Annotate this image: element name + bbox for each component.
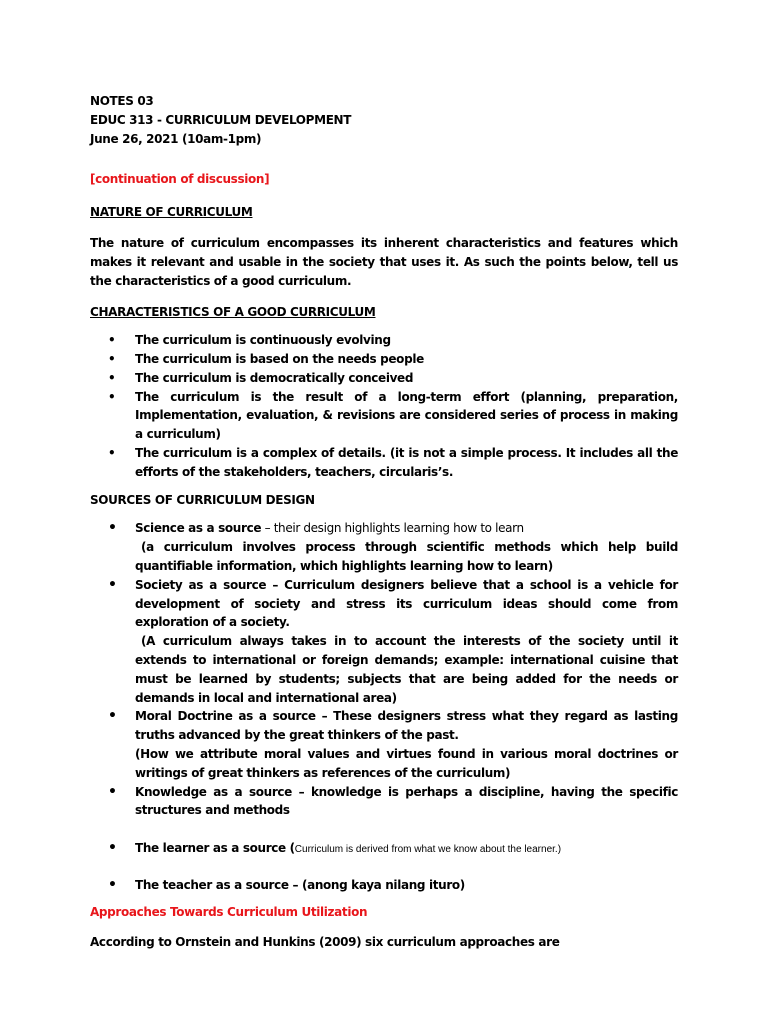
approaches-intro: According to Ornstein and Hunkins (2009) six curriculum approaches are <box>90 935 560 950</box>
lecture-date: June 26, 2021 (10am-1pm) <box>90 131 262 146</box>
nature-heading: NATURE OF CURRICULUM <box>90 205 253 220</box>
list-item <box>90 576 678 708</box>
characteristics-heading: CHARACTERISTICS OF A GOOD CURRICULUM <box>90 305 376 320</box>
list-item: • The curriculum is based on the needs people <box>90 350 678 369</box>
list-item <box>90 783 678 821</box>
source-desc: – These designers stress what they regard as lasting truths advanced by the great thinkers of the past. <box>135 709 678 743</box>
sources-heading: SOURCES OF CURRICULUM DESIGN <box>90 492 315 507</box>
nature-paragraph: The nature of curriculum encompasses its inherent characteristics and features which makes it relevant and usable in the society that uses it. As such the points below, tell us the characteristics of a good curriculum. <box>90 235 678 288</box>
source-note: (a curriculum involves process through scientific methods which help build quantifiable information, which highlights learning how to learn) <box>135 540 678 573</box>
source-title: The teacher as a source – (anong kaya nilang ituro) <box>135 877 465 892</box>
source-title: The learner as a source ( <box>135 841 295 856</box>
source-note: (A curriculum always takes in to account the interests of the society until it extends to international or foreign demands; example: international cuisine that must be learned by students; subjects that are being added for the needs or demands in local and international area) <box>135 634 678 705</box>
source-title: Science as a source <box>135 521 262 536</box>
continuation-note: [continuation of discussion] <box>90 172 270 187</box>
source-note: (How we attribute moral values and virtues found in various moral doctrines or writings of great thinkers as references of the curriculum) <box>135 746 678 780</box>
approaches-heading: Approaches Towards Curriculum Utilization <box>90 904 368 919</box>
list-item <box>90 839 678 860</box>
source-title: Society as a source <box>135 577 267 592</box>
list-item <box>90 519 678 575</box>
sources-list <box>90 519 678 894</box>
list-item <box>90 707 678 782</box>
source-desc: – knowledge is perhaps a discipline, having the specific structures and methods <box>135 784 678 818</box>
course-title: EDUC 313 - CURRICULUM DEVELOPMENT <box>90 112 352 127</box>
characteristics-list <box>90 331 678 481</box>
notes-number: NOTES 03 <box>90 94 154 108</box>
list-item: • The curriculum is continuously evolving <box>90 331 678 350</box>
list-item: • The curriculum is a complex of details. (it is not a simple process. It includes all the efforts of the stakeholders, teachers, circularis’s. <box>90 444 678 482</box>
list-item: • The curriculum is the result of a long-term effort (planning, preparation, Implementation, evaluation, & revisions are considered series of process in making a curriculum) <box>90 388 678 444</box>
source-desc: – their design highlights learning how to learn <box>261 521 524 536</box>
list-item: • The curriculum is democratically conceived <box>90 369 678 388</box>
source-title: Moral Doctrine as a source <box>135 709 316 724</box>
source-title: Knowledge as a source <box>135 784 292 799</box>
source-note: Curriculum is derived from what we know about the learner.) <box>294 844 562 856</box>
document-body <box>90 92 678 952</box>
source-desc: – Curriculum designers believe that a school is a vehicle for development of society and stress its curriculum ideas should come from exploration of a society. <box>135 577 678 630</box>
list-item <box>90 876 678 895</box>
